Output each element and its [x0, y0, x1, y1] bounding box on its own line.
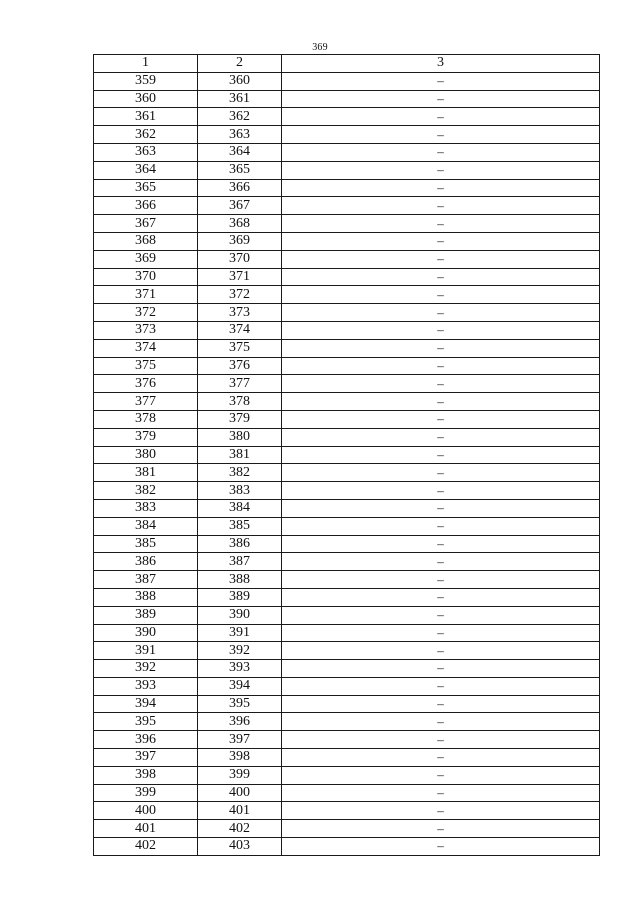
table-cell-col-3: –: [282, 268, 600, 286]
table-cell-col-3: –: [282, 588, 600, 606]
table-row: [94, 232, 600, 250]
table-cell-col-3: –: [282, 499, 600, 517]
table-row: [94, 588, 600, 606]
table-cell-col-2: 373: [198, 304, 282, 322]
table-row: [94, 321, 600, 339]
table-cell-col-3: –: [282, 713, 600, 731]
table-cell-col-3: –: [282, 197, 600, 215]
table-cell-col-2: 363: [198, 126, 282, 144]
table-cell-col-3: –: [282, 161, 600, 179]
table-cell-col-1: 363: [94, 143, 198, 161]
table-cell-col-1: 389: [94, 606, 198, 624]
table-row: [94, 660, 600, 678]
table-cell-col-2: 374: [198, 321, 282, 339]
table-cell-col-3: –: [282, 90, 600, 108]
table-cell-col-1: 369: [94, 250, 198, 268]
table-cell-col-1: 397: [94, 749, 198, 767]
table-row: [94, 72, 600, 90]
table-cell-col-2: 367: [198, 197, 282, 215]
table-cell-col-1: 365: [94, 179, 198, 197]
table-row: [94, 357, 600, 375]
table-row: [94, 731, 600, 749]
table-row: [94, 838, 600, 856]
table-cell-col-3: –: [282, 749, 600, 767]
table-cell-col-1: 396: [94, 731, 198, 749]
table-row: [94, 517, 600, 535]
table-row: [94, 499, 600, 517]
table-row: [94, 749, 600, 767]
column-header-1: 1: [94, 55, 198, 73]
table-row: [94, 695, 600, 713]
table-cell-col-3: –: [282, 553, 600, 571]
table-cell-col-1: 376: [94, 375, 198, 393]
table-row: [94, 197, 600, 215]
table-row: [94, 766, 600, 784]
table-cell-col-1: 379: [94, 428, 198, 446]
table-cell-col-1: 371: [94, 286, 198, 304]
table-cell-col-1: 382: [94, 482, 198, 500]
table-cell-col-3: –: [282, 517, 600, 535]
table-cell-col-3: –: [282, 660, 600, 678]
table-row: [94, 161, 600, 179]
table-cell-col-1: 360: [94, 90, 198, 108]
table-cell-col-3: –: [282, 482, 600, 500]
table-cell-col-1: 385: [94, 535, 198, 553]
table-row: [94, 464, 600, 482]
table-cell-col-2: 380: [198, 428, 282, 446]
table-cell-col-2: 365: [198, 161, 282, 179]
table-cell-col-1: 367: [94, 215, 198, 233]
table-cell-col-1: 378: [94, 410, 198, 428]
table-cell-col-3: –: [282, 784, 600, 802]
table-cell-col-1: 402: [94, 838, 198, 856]
table-row: [94, 286, 600, 304]
table-cell-col-2: 370: [198, 250, 282, 268]
table-cell-col-3: –: [282, 695, 600, 713]
table-cell-col-2: 369: [198, 232, 282, 250]
table-cell-col-1: 392: [94, 660, 198, 678]
table-cell-col-2: 394: [198, 677, 282, 695]
table-cell-col-1: 359: [94, 72, 198, 90]
data-table: [93, 54, 600, 856]
table-cell-col-2: 368: [198, 215, 282, 233]
table-row: [94, 784, 600, 802]
table-cell-col-3: –: [282, 215, 600, 233]
table-cell-col-2: 364: [198, 143, 282, 161]
table-row: [94, 446, 600, 464]
table-row: [94, 624, 600, 642]
table-row: [94, 375, 600, 393]
table-cell-col-1: 383: [94, 499, 198, 517]
table-cell-col-3: –: [282, 321, 600, 339]
table-cell-col-3: –: [282, 464, 600, 482]
table-cell-col-2: 376: [198, 357, 282, 375]
table-cell-col-1: 395: [94, 713, 198, 731]
table-cell-col-1: 398: [94, 766, 198, 784]
table-cell-col-3: –: [282, 571, 600, 589]
table-row: [94, 410, 600, 428]
table-cell-col-1: 388: [94, 588, 198, 606]
table-cell-col-1: 372: [94, 304, 198, 322]
table-cell-col-3: –: [282, 126, 600, 144]
table-cell-col-2: 401: [198, 802, 282, 820]
table-cell-col-2: 362: [198, 108, 282, 126]
table-cell-col-2: 397: [198, 731, 282, 749]
table-cell-col-1: 361: [94, 108, 198, 126]
table-cell-col-1: 377: [94, 393, 198, 411]
page-number: 369: [312, 42, 328, 53]
table-row: [94, 428, 600, 446]
table-cell-col-2: 375: [198, 339, 282, 357]
table-cell-col-2: 391: [198, 624, 282, 642]
table-cell-col-1: 373: [94, 321, 198, 339]
table-row: [94, 393, 600, 411]
table-cell-col-2: 360: [198, 72, 282, 90]
table-row: [94, 571, 600, 589]
table-cell-col-3: –: [282, 606, 600, 624]
table-cell-col-3: –: [282, 428, 600, 446]
table-row: [94, 108, 600, 126]
table-cell-col-1: 391: [94, 642, 198, 660]
table-row: [94, 126, 600, 144]
table-cell-col-1: 393: [94, 677, 198, 695]
table-cell-col-2: 389: [198, 588, 282, 606]
table-cell-col-1: 374: [94, 339, 198, 357]
table-cell-col-3: –: [282, 286, 600, 304]
table-cell-col-2: 399: [198, 766, 282, 784]
table-row: [94, 642, 600, 660]
table-cell-col-3: –: [282, 108, 600, 126]
table-cell-col-3: –: [282, 339, 600, 357]
table-cell-col-1: 386: [94, 553, 198, 571]
table-cell-col-1: 400: [94, 802, 198, 820]
table-cell-col-3: –: [282, 624, 600, 642]
table-cell-col-2: 377: [198, 375, 282, 393]
table-cell-col-3: –: [282, 838, 600, 856]
table-cell-col-3: –: [282, 304, 600, 322]
table-cell-col-3: –: [282, 72, 600, 90]
table-row: [94, 535, 600, 553]
table-row: [94, 250, 600, 268]
table-cell-col-1: 384: [94, 517, 198, 535]
table-cell-col-2: 403: [198, 838, 282, 856]
table-cell-col-3: –: [282, 375, 600, 393]
table-cell-col-3: –: [282, 766, 600, 784]
table-cell-col-2: 390: [198, 606, 282, 624]
table-cell-col-1: 375: [94, 357, 198, 375]
table-cell-col-3: –: [282, 820, 600, 838]
table-row: [94, 143, 600, 161]
table-cell-col-3: –: [282, 446, 600, 464]
table-cell-col-2: 387: [198, 553, 282, 571]
table-cell-col-3: –: [282, 232, 600, 250]
table-cell-col-1: 390: [94, 624, 198, 642]
table-cell-col-2: 398: [198, 749, 282, 767]
table-cell-col-2: 383: [198, 482, 282, 500]
table-cell-col-3: –: [282, 143, 600, 161]
column-header-2: 2: [198, 55, 282, 73]
table-row: [94, 820, 600, 838]
table-cell-col-1: 387: [94, 571, 198, 589]
table-cell-col-3: –: [282, 731, 600, 749]
table-cell-col-2: 393: [198, 660, 282, 678]
table-cell-col-2: 395: [198, 695, 282, 713]
table-cell-col-3: –: [282, 677, 600, 695]
table-cell-col-3: –: [282, 410, 600, 428]
table-cell-col-1: 394: [94, 695, 198, 713]
table-cell-col-2: 396: [198, 713, 282, 731]
table-cell-col-3: –: [282, 802, 600, 820]
table-body: [94, 72, 600, 855]
table-cell-col-2: 386: [198, 535, 282, 553]
table-cell-col-3: –: [282, 535, 600, 553]
table-cell-col-2: 392: [198, 642, 282, 660]
table-cell-col-1: 380: [94, 446, 198, 464]
table-row: [94, 677, 600, 695]
table-cell-col-1: 381: [94, 464, 198, 482]
table-cell-col-2: 388: [198, 571, 282, 589]
table-row: [94, 215, 600, 233]
table-cell-col-2: 400: [198, 784, 282, 802]
table-cell-col-3: –: [282, 642, 600, 660]
table-cell-col-1: 362: [94, 126, 198, 144]
table-cell-col-1: 401: [94, 820, 198, 838]
table-cell-col-1: 399: [94, 784, 198, 802]
table-cell-col-1: 366: [94, 197, 198, 215]
table-cell-col-2: 378: [198, 393, 282, 411]
table-cell-col-3: –: [282, 179, 600, 197]
table-cell-col-2: 385: [198, 517, 282, 535]
table-cell-col-2: 366: [198, 179, 282, 197]
table-row: [94, 553, 600, 571]
table-cell-col-2: 379: [198, 410, 282, 428]
table-row: [94, 606, 600, 624]
table-cell-col-3: –: [282, 357, 600, 375]
column-header-3: 3: [282, 55, 600, 73]
table-row: [94, 90, 600, 108]
table-cell-col-2: 402: [198, 820, 282, 838]
table-row: [94, 713, 600, 731]
table-row: [94, 179, 600, 197]
table-row: [94, 339, 600, 357]
table-cell-col-3: –: [282, 393, 600, 411]
table-cell-col-2: 371: [198, 268, 282, 286]
table-cell-col-1: 370: [94, 268, 198, 286]
table-row: [94, 802, 600, 820]
table-cell-col-1: 364: [94, 161, 198, 179]
table-cell-col-2: 361: [198, 90, 282, 108]
table-cell-col-2: 384: [198, 499, 282, 517]
table-cell-col-1: 368: [94, 232, 198, 250]
table-cell-col-2: 381: [198, 446, 282, 464]
table-row: [94, 268, 600, 286]
table-cell-col-2: 382: [198, 464, 282, 482]
table-header-row: [94, 55, 600, 73]
table-row: [94, 482, 600, 500]
table-row: [94, 304, 600, 322]
table-cell-col-3: –: [282, 250, 600, 268]
table-cell-col-2: 372: [198, 286, 282, 304]
